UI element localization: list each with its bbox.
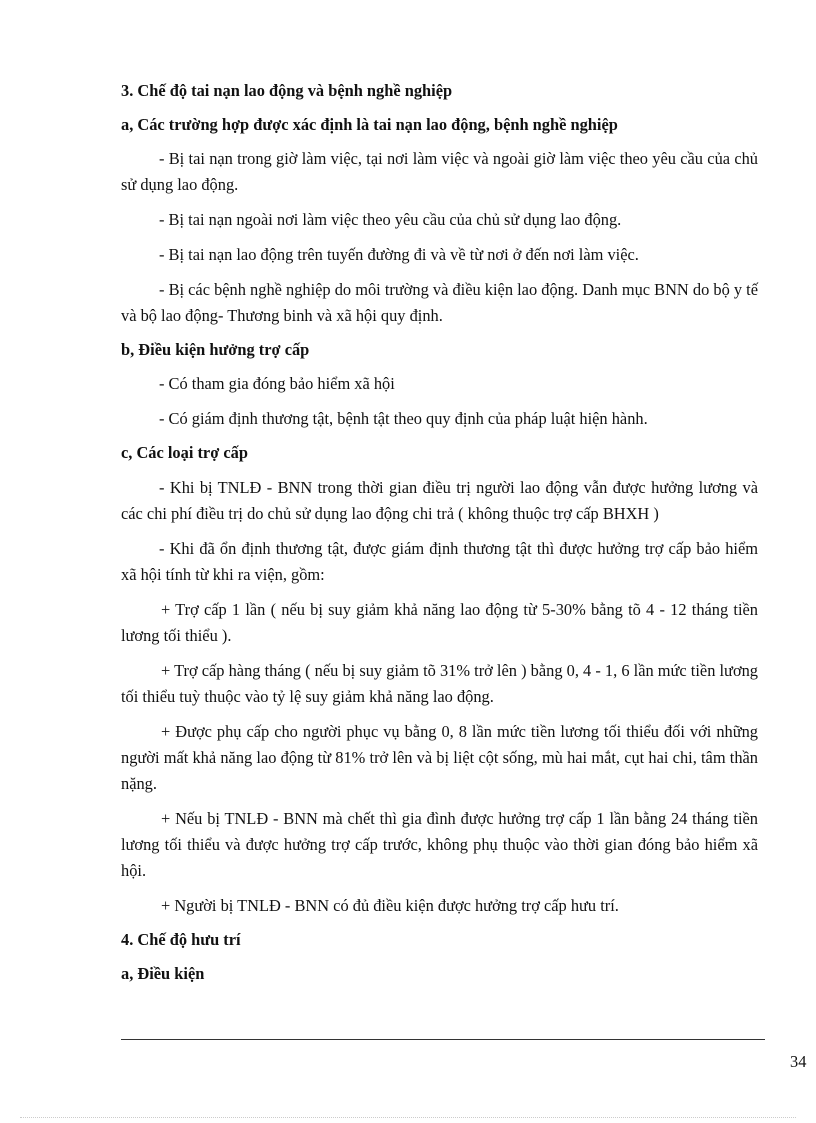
paragraph: - Có tham gia đóng bảo hiểm xã hội — [159, 374, 395, 393]
paragraph: + Trợ cấp 1 lần ( nếu bị suy giảm khả năng lao động từ 5-30% bằng tõ 4 - 12 tháng tiền lương tối thiểu ). — [121, 600, 758, 645]
page-body — [121, 78, 758, 987]
page-edge-divider — [20, 1117, 796, 1118]
paragraph: + Người bị TNLĐ - BNN có đủ điều kiện được hưởng trợ cấp hưu trí. — [161, 896, 619, 915]
subsection-4a-heading: a, Điều kiện — [121, 964, 205, 983]
paragraph: + Trợ cấp hàng tháng ( nếu bị suy giảm tõ 31% trở lên ) bằng 0, 4 - 1, 6 lần mức tiền lương tối thiểu tuỳ thuộc vào tỷ lệ suy giảm khả năng lao động. — [121, 661, 758, 706]
paragraph: + Được phụ cấp cho người phục vụ bằng 0, 8 lần mức tiền lương tối thiểu đối với những người mất khả năng lao động từ 81% trở lên và bị liệt cột sống, mù hai mắt, cụt hai chi, tâm thần nặng. — [121, 722, 758, 793]
section-4-heading: 4. Chế độ hưu trí — [121, 930, 241, 949]
subsection-b-heading: b, Điều kiện hưởng trợ cấp — [121, 340, 310, 359]
page-number: 34 — [790, 1052, 807, 1071]
paragraph: - Có giám định thương tật, bệnh tật theo quy định của pháp luật hiện hành. — [159, 409, 648, 428]
paragraph: - Bị tai nạn trong giờ làm việc, tại nơi làm việc và ngoài giờ làm việc theo yêu cầu của chủ sử dụng lao động. — [121, 149, 758, 194]
footer-rule — [121, 1039, 765, 1040]
paragraph: - Khi đã ổn định thương tật, được giám định thương tật thì được hưởng trợ cấp bảo hiểm xã hội tính từ khi ra viện, gồm: — [121, 539, 758, 584]
paragraph: - Bị tai nạn ngoài nơi làm việc theo yêu cầu của chủ sử dụng lao động. — [159, 210, 622, 229]
paragraph: - Bị tai nạn lao động trên tuyến đường đi và về từ nơi ở đến nơi làm việc. — [159, 245, 639, 264]
subsection-c-heading: c, Các loại trợ cấp — [121, 443, 248, 462]
paragraph: + Nếu bị TNLĐ - BNN mà chết thì gia đình được hưởng trợ cấp 1 lần bằng 24 tháng tiền lương tối thiểu và được hưởng trợ cấp trước, không phụ thuộc vào thời gian đóng bảo hiểm xã hội. — [121, 809, 758, 880]
paragraph: - Khi bị TNLĐ - BNN trong thời gian điều trị người lao động vẫn được hưởng lương và các chi phí điều trị do chủ sử dụng lao động chi trả ( không thuộc trợ cấp BHXH ) — [121, 478, 758, 523]
section-3-heading: 3. Chế độ tai nạn lao động và bệnh nghề nghiệp — [121, 81, 453, 100]
subsection-a-heading: a, Các trường hợp được xác định là tai nạn lao động, bệnh nghề nghiệp — [121, 115, 618, 134]
paragraph: - Bị các bệnh nghề nghiệp do môi trường và điều kiện lao động. Danh mục BNN do bộ y tế và bộ lao động- Thương binh và xã hội quy định. — [121, 280, 758, 325]
